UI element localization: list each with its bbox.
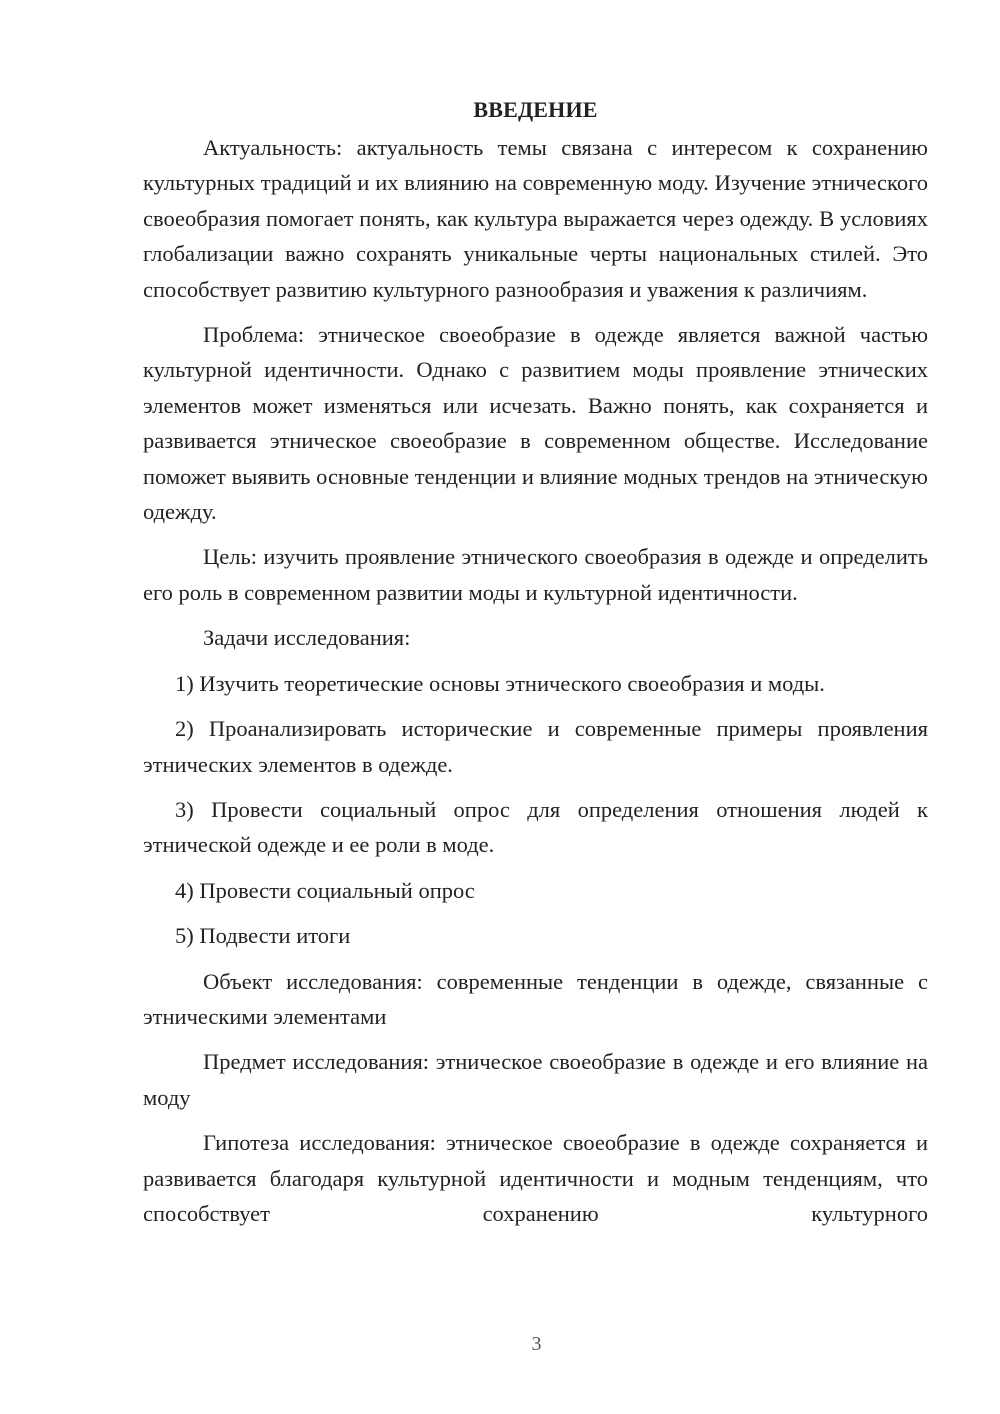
paragraph-relevance: Актуальность: актуальность темы связана с интересом к сохранению культурных традиций и их влиянию на современную моду. Изучение этнического своеобразия помогает понять, как культура выражается через одежду. В условиях глобализации важно сохранять уникальные черты национальных стилей. Это способствует развитию культурного разнообразия и уважения к различиям. (143, 135, 928, 302)
paragraph-subject: Предмет исследования: этническое своеобразие в одежде и его влияние на моду (143, 1049, 928, 1110)
page-body (143, 92, 928, 1231)
task-item-2: 2) Проанализировать исторические и современные примеры проявления этнических элементов в одежде. (143, 716, 928, 777)
section-heading: ВВЕДЕНИЕ (473, 97, 598, 122)
task-item-1: 1) Изучить теоретические основы этнического своеобразия и моды. (175, 670, 825, 696)
paragraph-problem: Проблема: этническое своеобразие в одежде является важной частью культурной идентичности. Однако с развитием моды проявление этнических элементов может изменяться или исчезать. Важно понять, как сохраняется и развивается этническое своеобразие в современном обществе. Исследование поможет выявить основные тенденции и влияние модных трендов на этническую одежду. (143, 322, 928, 525)
task-item-5: 5) Подвести итоги (175, 923, 351, 949)
task-item-3: 3) Провести социальный опрос для определения отношения людей к этнической одежде и ее роли в моде. (143, 796, 928, 858)
paragraph-object: Объект исследования: современные тенденции в одежде, связанные с этническими элементами (143, 968, 928, 1029)
paragraph-goal: Цель: изучить проявление этнического своеобразия в одежде и определить его роль в современном развитии моды и культурной идентичности. (143, 544, 928, 605)
tasks-title: Задачи исследования: (203, 625, 411, 651)
paragraph-hypothesis: Гипотеза исследования: этническое своеобразие в одежде сохраняется и развивается благодаря культурной идентичности и модным тенденциям, что способствует сохранению культурного (143, 1130, 928, 1226)
page-number: 3 (531, 1333, 542, 1355)
task-item-4: 4) Провести социальный опрос (175, 877, 475, 903)
